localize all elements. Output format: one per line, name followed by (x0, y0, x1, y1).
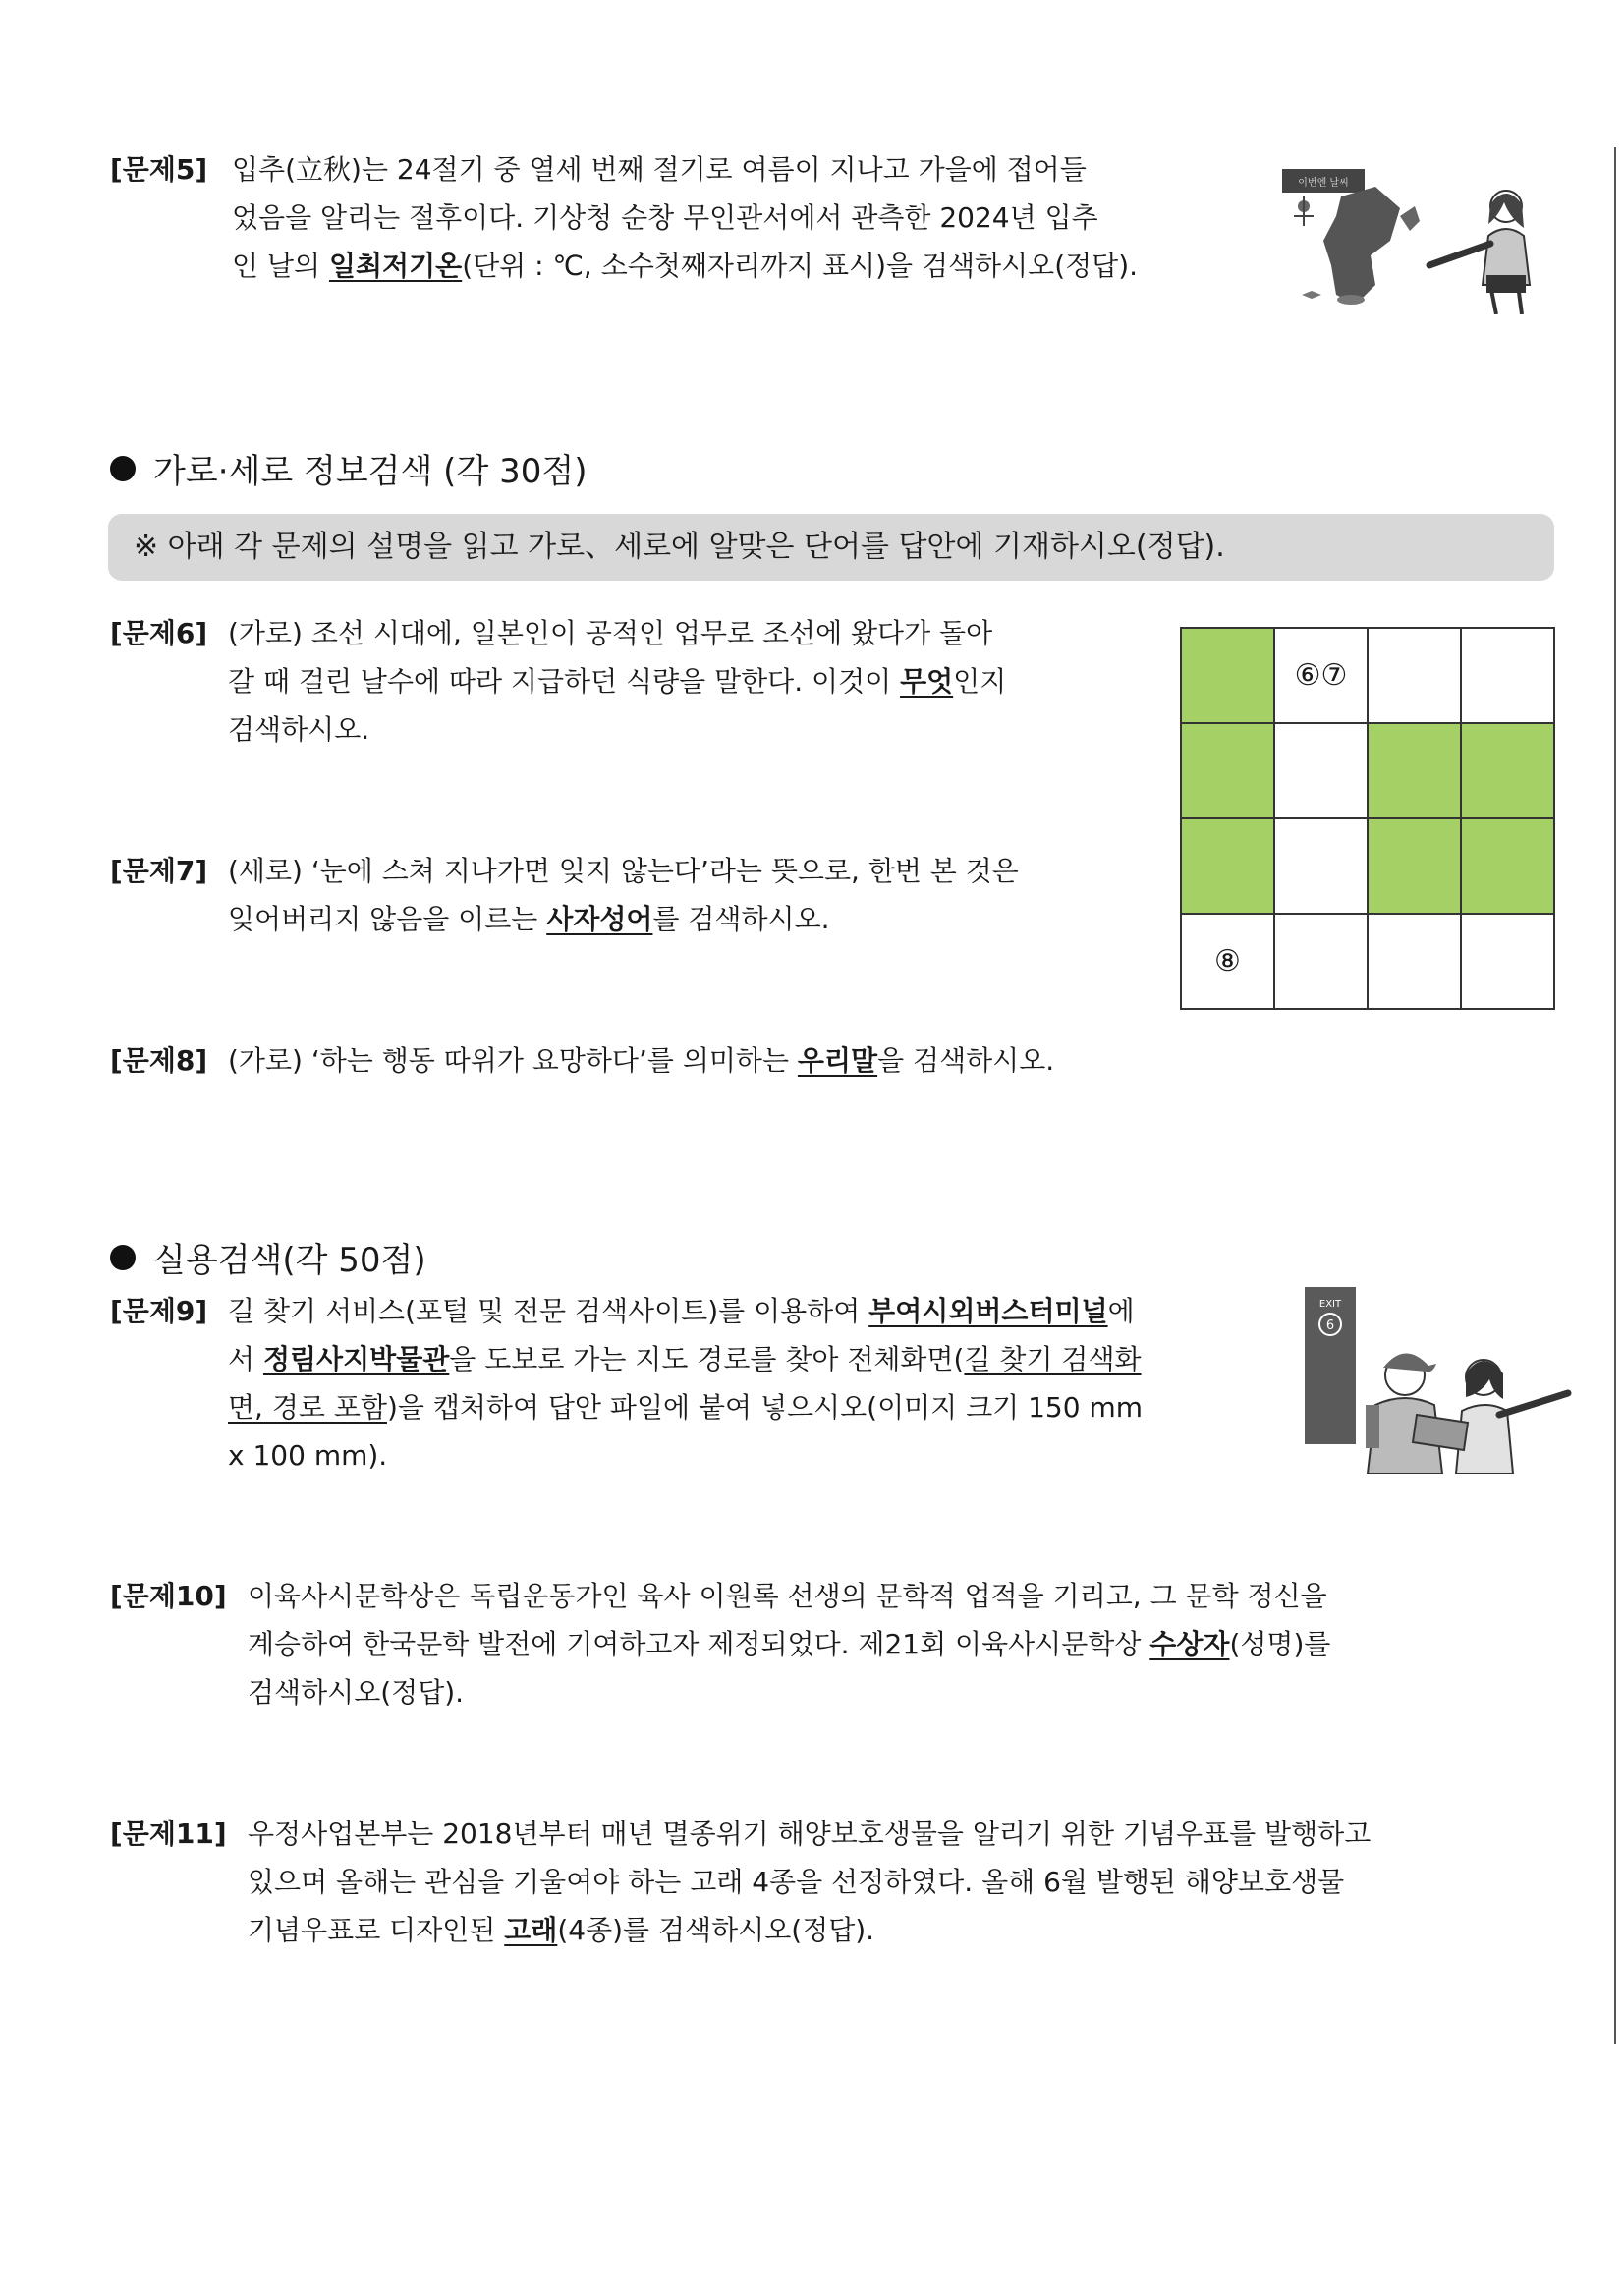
question-6-tag: [문제6] (110, 617, 208, 649)
question-7-line-1: (세로) ‘눈에 스쳐 지나가면 잊지 않는다’라는 뜻으로, 한번 본 것은 (228, 855, 1019, 887)
question-10-tag: [문제10] (110, 1580, 227, 1612)
crossword-cell (1461, 818, 1554, 914)
keyword-award-winner: 수상자 (1149, 1628, 1230, 1660)
question-9-line-1: 길 찾기 서비스(포털 및 전문 검색사이트)를 이용하여 부여시외버스터미널에 (228, 1295, 1135, 1327)
crossword-cell (1274, 723, 1368, 818)
question-10-line-2: 계승하여 한국문학 발전에 기여하고자 제정되었다. 제21회 이육사시문학상 수상자(성명)를 (248, 1628, 1331, 1660)
section-practical-search (110, 1233, 426, 1281)
instruction-note-box: ※ 아래 각 문제의 설명을 읽고 가로、세로에 알맞은 단어를 답안에 기재하시오(정답). (108, 514, 1554, 581)
crossword-cell (1461, 914, 1554, 1009)
crossword-cell: ⑥⑦ (1274, 628, 1368, 723)
question-10-line-3: 검색하시오(정답). (248, 1676, 465, 1708)
bullet-icon (110, 1245, 136, 1270)
crossword-cell (1368, 818, 1461, 914)
section-title-crossword: 가로·세로 정보검색 (각 30점) (153, 452, 588, 491)
crossword-cell (1461, 628, 1554, 723)
crossword-cell (1368, 914, 1461, 1009)
question-5-tag: [문제5] (110, 153, 208, 186)
question-11-line-3: 기념우표로 디자인된 고래(4종)를 검색하시오(정답). (248, 1914, 875, 1946)
crossword-row (1181, 818, 1554, 914)
crossword-cell (1181, 818, 1274, 914)
question-6-line-2: 갈 때 걸린 날수에 따라 지급하던 식량을 말한다. 이것이 무엇인지 (228, 665, 1007, 698)
crossword-cell: ⑧ (1181, 914, 1274, 1009)
map-label: 이번엔 날씨 (1298, 178, 1349, 189)
question-11-tag: [문제11] (110, 1818, 227, 1850)
question-8-line-1: (가로) ‘하는 행동 따위가 요망하다’를 의미하는 우리말을 검색하시오. (228, 1044, 1055, 1077)
bullet-icon (110, 456, 136, 481)
crossword-row (1181, 628, 1554, 723)
crossword-cell (1181, 628, 1274, 723)
question-7-tag: [문제7] (110, 855, 208, 887)
question-6-line-1: (가로) 조선 시대에, 일본인이 공적인 업무로 조선에 왔다가 돌아 (228, 617, 993, 649)
crossword-cell (1274, 914, 1368, 1009)
question-9-tag: [문제9] (110, 1295, 208, 1327)
question-11-line-2: 있으며 올해는 관심을 기울여야 하는 고래 4종을 선정하였다. 올해 6월 발행된 해양보호생물 (248, 1866, 1345, 1898)
crossword-grid (1180, 627, 1555, 1010)
keyword-native-word: 우리말 (797, 1044, 878, 1077)
exit-number: 6 (1325, 1318, 1335, 1333)
section-title-practical: 실용검색(각 50점) (153, 1241, 426, 1280)
question-10-line-1: 이육사시문학상은 독립운동가인 육사 이원록 선생의 문학적 업적을 기리고, 그 문학 정신을 (248, 1580, 1327, 1612)
question-6-line-3: 검색하시오. (228, 713, 370, 746)
question-5-line-2: 었음을 알리는 절후이다. 기상청 순창 무인관서에서 관측한 2024년 입추 (232, 201, 1098, 234)
keyword-buyeo-bus-terminal: 부여시외버스터미널 (868, 1295, 1108, 1327)
question-8-tag: [문제8] (110, 1044, 208, 1077)
page-right-border (1614, 147, 1616, 2044)
question-9-line-2: 서 정림사지박물관을 도보로 가는 지도 경로를 찾아 전체화면(길 찾기 검색화 (228, 1343, 1142, 1375)
keyword-four-char-idiom: 사자성어 (546, 903, 653, 935)
keyword-jeongnimsaji-museum: 정림사지박물관 (262, 1343, 450, 1375)
crossword-cell (1368, 723, 1461, 818)
question-7-line-2: 잊어버리지 않음을 이르는 사자성어를 검색하시오. (228, 903, 830, 935)
crossword-cell (1461, 723, 1554, 818)
crossword-row (1181, 914, 1554, 1009)
keyword-whale: 고래 (504, 1914, 558, 1946)
section-crossword-search (110, 444, 587, 492)
keyword-daily-min-temp: 일최저기온 (328, 250, 463, 282)
travelers-exit-illustration (1297, 1267, 1582, 1474)
weather-presenter-illustration (1282, 147, 1577, 314)
question-9-line-4: x 100 mm). (228, 1439, 388, 1472)
question-11-line-1: 우정사업본부는 2018년부터 매년 멸종위기 해양보호생물을 알리기 위한 기념우표를 발행하고 (248, 1818, 1372, 1850)
crossword-cell (1368, 628, 1461, 723)
keyword-what: 무엇 (900, 665, 954, 698)
question-5-line-3: 인 날의 일최저기온(단위 : ℃, 소수첫째자리까지 표시)을 검색하시오(정답). (232, 250, 1139, 282)
question-5-line-1: 입추(立秋)는 24절기 중 열세 번째 절기로 여름이 지나고 가을에 접어들 (232, 153, 1087, 186)
crossword-cell (1274, 818, 1368, 914)
question-9-line-3: 면, 경로 포함)을 캡처하여 답안 파일에 붙여 넣으시오(이미지 크기 150 mm (228, 1391, 1144, 1424)
crossword-cell (1181, 723, 1274, 818)
crossword-row (1181, 723, 1554, 818)
exit-label: EXIT (1318, 1299, 1342, 1310)
